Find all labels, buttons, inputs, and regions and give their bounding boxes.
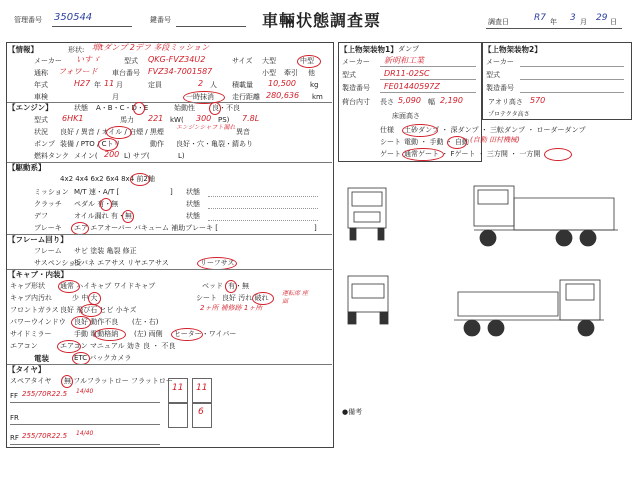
model-value: QKG-FVZ34U2 (148, 55, 206, 64)
drive-header: 【駆動系】 (8, 163, 46, 172)
power-window-side: (左・右) (132, 318, 159, 326)
start-opts: 良・不良 (212, 104, 240, 112)
body1-type: ダンプ (398, 45, 420, 53)
ps-value: 300 (196, 114, 212, 123)
clutch-label: クラッチ (34, 200, 62, 208)
model-label: 型式 (124, 57, 138, 65)
bed-opts: 有・無 (228, 282, 249, 290)
body1-serial-value: FE01440597Z (384, 82, 440, 91)
spare-label: スペアタイヤ (10, 377, 52, 385)
body1-maker-value: 新明和工業 (384, 56, 424, 65)
body1-header: 【上物架装物1】 (340, 45, 398, 54)
diff-label: デフ (34, 212, 48, 220)
date-day: 29 (596, 13, 608, 23)
year-unit: 年 (94, 81, 101, 89)
month-unit: 月 (116, 81, 123, 89)
load-label: 積載量 (232, 81, 253, 89)
mileage-value: 280,636 (266, 91, 300, 100)
cab-shape-opts: 通常 ハイキャブ ワイドキャブ (60, 282, 156, 290)
date-day-unit: 日 (610, 18, 617, 26)
rf-note: 14/40 (76, 430, 94, 437)
body1-spec-label: 仕様 (380, 126, 394, 134)
side-mirror-label: サイドミラー (10, 330, 52, 338)
hp-value: 221 (148, 114, 164, 123)
body1-protector-label: プロテクタ高さ (488, 111, 530, 118)
electric-header: 電装 (34, 354, 49, 363)
capacity-label: 定員 (148, 81, 162, 89)
capacity-unit: 人 (210, 81, 217, 89)
clutch-state: 状態 (186, 200, 200, 208)
rf-label: RF (10, 434, 19, 442)
start-label: 始動性 (174, 104, 195, 112)
electric-opts: ETC バックカメラ (74, 354, 132, 362)
body1-model-label: 型式 (342, 71, 356, 79)
engine-condition-opts: 良好 / 異音 / オイル / 白煙 / 黒煙 (60, 128, 164, 136)
mgmt-label: 管理番号 (14, 16, 42, 24)
suspension-opts: 板バネ エアサス リヤエアサス (74, 259, 169, 267)
mission-state: 状態 (186, 188, 200, 196)
body2-serial-label: 製造番号 (486, 84, 514, 92)
maker-value: いすゞ (76, 55, 100, 64)
brake-opts: エア エアオーバー バキューム 補助ブレーキ [ (74, 224, 218, 232)
fuel-main-label: メイン( (74, 152, 98, 160)
mission-opts: M/T 速・A/T [ (74, 188, 120, 196)
form-value: 増tダンプ 2デフ 多段ミッション (92, 43, 210, 52)
page-title: 車輛状態調査票 (262, 11, 382, 30)
mileage-label: 走行距離 (232, 93, 260, 101)
horsepower-label: 馬力 (120, 116, 134, 124)
abnormal-label: 異音 (236, 128, 250, 136)
diff-state: 状態 (186, 212, 200, 220)
cab-dirt-label: キャブ内汚れ (10, 294, 52, 302)
power-window-opts: 良好 動作不良 (74, 318, 119, 326)
date-year-unit: 年 (550, 18, 557, 26)
suspension-selected: リーフサス (200, 259, 235, 267)
body2-maker-label: メーカー (486, 58, 514, 66)
month-value: 11 (104, 79, 115, 88)
ac-opts: エアコン マニュアル 効き 良 ・ 不良 (60, 342, 176, 350)
body1-floor-label: 床面高さ (392, 112, 420, 120)
name-value: フォワード (58, 67, 98, 76)
pump-label: ポンプ (34, 140, 55, 148)
windshield-note: 2ヶ所 補修跡 1ヶ所 (200, 304, 263, 312)
displacement-value: 7.8L (242, 114, 260, 123)
key-label: 鍵番号 (150, 16, 171, 24)
notes-label: ●備考 (342, 408, 363, 416)
name-label: 通称 (34, 69, 48, 77)
seat-opts: 良好 汚れ 破れ (222, 294, 269, 302)
pump-opts: 装備 / PTO / Cトリ (60, 140, 121, 148)
body1-spec-opts: 土砂ダンプ ・ 深ダンプ ・ 三転ダンプ ・ ローダーダンプ (404, 126, 586, 134)
body1-height-label: アオリ高さ (488, 98, 523, 106)
capacity-value: 2 (198, 79, 204, 88)
bed-label: ベッド (202, 282, 223, 290)
body1-gate-opts: 通常ゲート ・ Fゲート ・ 三方開 ・ 一方開 (404, 150, 541, 158)
ff-note: 14/40 (76, 388, 94, 395)
size-opt-other: 他 (308, 69, 315, 77)
year-value: H27 (74, 79, 91, 88)
size-opt-large: 大型 (262, 57, 276, 65)
brake-close: ] (314, 224, 317, 232)
chassis-label: 車台番号 (112, 69, 140, 77)
body1-model-value: DR11-02SC (384, 69, 430, 78)
side-mirror-opts: 手動 電動格納 (74, 330, 119, 338)
body1-serial-label: 製造番号 (342, 84, 370, 92)
year-label: 年式 (34, 81, 48, 89)
engine-model-value: 6HK1 (62, 114, 84, 123)
date-month: 3 (570, 13, 576, 23)
shaken-option: 一時抹消 (186, 93, 214, 101)
date-label: 調査日 (488, 18, 509, 26)
cab-header: 【キャブ・内装】 (8, 270, 68, 279)
brake-label: ブレーキ (34, 224, 62, 232)
ff-left: 11 (172, 383, 184, 393)
ff-label: FF (10, 392, 19, 400)
mileage-unit: km (312, 93, 323, 101)
fuel-main-value: 200 (104, 150, 120, 159)
mgmt-value: 350544 (54, 12, 93, 23)
truck-drawings (338, 180, 630, 360)
windshield-label: フロントガラス (10, 306, 59, 314)
inspection-value: 月 (112, 93, 119, 101)
load-value: 10,500 (268, 79, 296, 88)
rf-size: 255/70R22.5 (22, 432, 68, 440)
clutch-opts: ペダル 有・無 (74, 200, 119, 208)
drive-opts: 4x2 4x4 6x2 6x4 8x4 前2軸 (60, 175, 155, 183)
size-label: サイズ (232, 57, 253, 65)
power-window-label: パワーウインドウ (10, 318, 66, 326)
hp-unit: kW( (170, 116, 184, 124)
engine-condition-note: エンジンシャフト漏れ (176, 124, 236, 131)
mission-close: ] (170, 188, 173, 196)
body1-height-value: 570 (530, 96, 546, 105)
seat-note: 運転席 座面 (282, 290, 308, 305)
spare-opts: 無 フルフラットロー フラットロー (64, 377, 173, 385)
fuel-sub-label: L) サブ( (124, 152, 150, 160)
frame-rust-label: フレーム (34, 247, 62, 255)
body2-model-label: 型式 (486, 71, 500, 79)
date-year: R7 (534, 13, 546, 23)
load-unit: kg (310, 81, 319, 89)
diff-opts: オイル漏れ 有・無 (74, 212, 132, 220)
fuel-label: 燃料タンク (34, 152, 69, 160)
engine-header: 【エンジン】 (8, 103, 53, 112)
seat-label: シート (196, 294, 217, 302)
fuel-end: L) (178, 152, 185, 160)
cab-dirt-opts: 少 中 大 (72, 294, 98, 302)
body1-gate-label: ゲート (380, 150, 401, 158)
engine-status-label: 状態 (74, 104, 88, 112)
info-header: 【情報】 (8, 45, 38, 54)
date-month-unit: 月 (580, 18, 587, 26)
fr-label: FR (10, 414, 19, 422)
windshield-opts: 良好 飛び石 ヒビ 小キズ (60, 306, 137, 314)
side-mirror-opts3: ヒーター・ワイパー (174, 330, 237, 338)
form-label: 形状: (68, 46, 85, 54)
frame-rust-opts: サビ 塗装 亀裂 修正 (74, 247, 137, 255)
size-opt-tow: 牽引 (284, 69, 298, 77)
engine-grades: A・B・C・D・E (96, 104, 149, 112)
pump-operation-opts: 良好・穴・亀裂・錆あり (176, 140, 253, 148)
side-mirror-opts2: (左) 両側 (134, 330, 163, 338)
chassis-value: FVZ34-7001587 (148, 67, 213, 76)
cab-shape-label: キャブ形状 (10, 282, 45, 290)
body1-width-label: 幅 (428, 98, 435, 106)
mission-label: ミッション (34, 188, 69, 196)
size-opt-small: 小型 (262, 69, 276, 77)
body1-sheet-label: シート (380, 138, 401, 146)
engine-condition-label: 状況 (34, 128, 48, 136)
size-opt-medium: 中型 (300, 57, 314, 65)
body1-sheet-note: (自動 田村機械) (470, 136, 520, 144)
pump-operation-label: 動作 (150, 140, 164, 148)
body1-size-label: 荷台内寸 (342, 98, 370, 106)
engine-model-label: 型式 (34, 116, 48, 124)
suspension-label: サスペンション (34, 259, 83, 267)
maker-label: メーカー (34, 57, 62, 65)
ff-size: 255/70R22.5 (22, 390, 68, 398)
body2-header: 【上物架装物2】 (484, 45, 542, 54)
body1-maker-label: メーカー (342, 58, 370, 66)
body1-width-value: 2,190 (440, 96, 463, 105)
inspection-label: 車検 (34, 93, 48, 101)
body1-length-label: 長さ (380, 98, 394, 106)
frame-header: 【フレーム回り】 (8, 235, 68, 244)
ps-unit: PS) (218, 116, 230, 124)
tire-header: 【タイヤ】 (8, 365, 46, 374)
ff-right: 11 (196, 383, 208, 393)
fr-right: 6 (198, 407, 204, 417)
body1-length-value: 5,090 (398, 96, 421, 105)
ac-label: エアコン (10, 342, 38, 350)
body1-sheet-opts: 電動 ・ 手動 ・ 自動 (404, 138, 469, 146)
